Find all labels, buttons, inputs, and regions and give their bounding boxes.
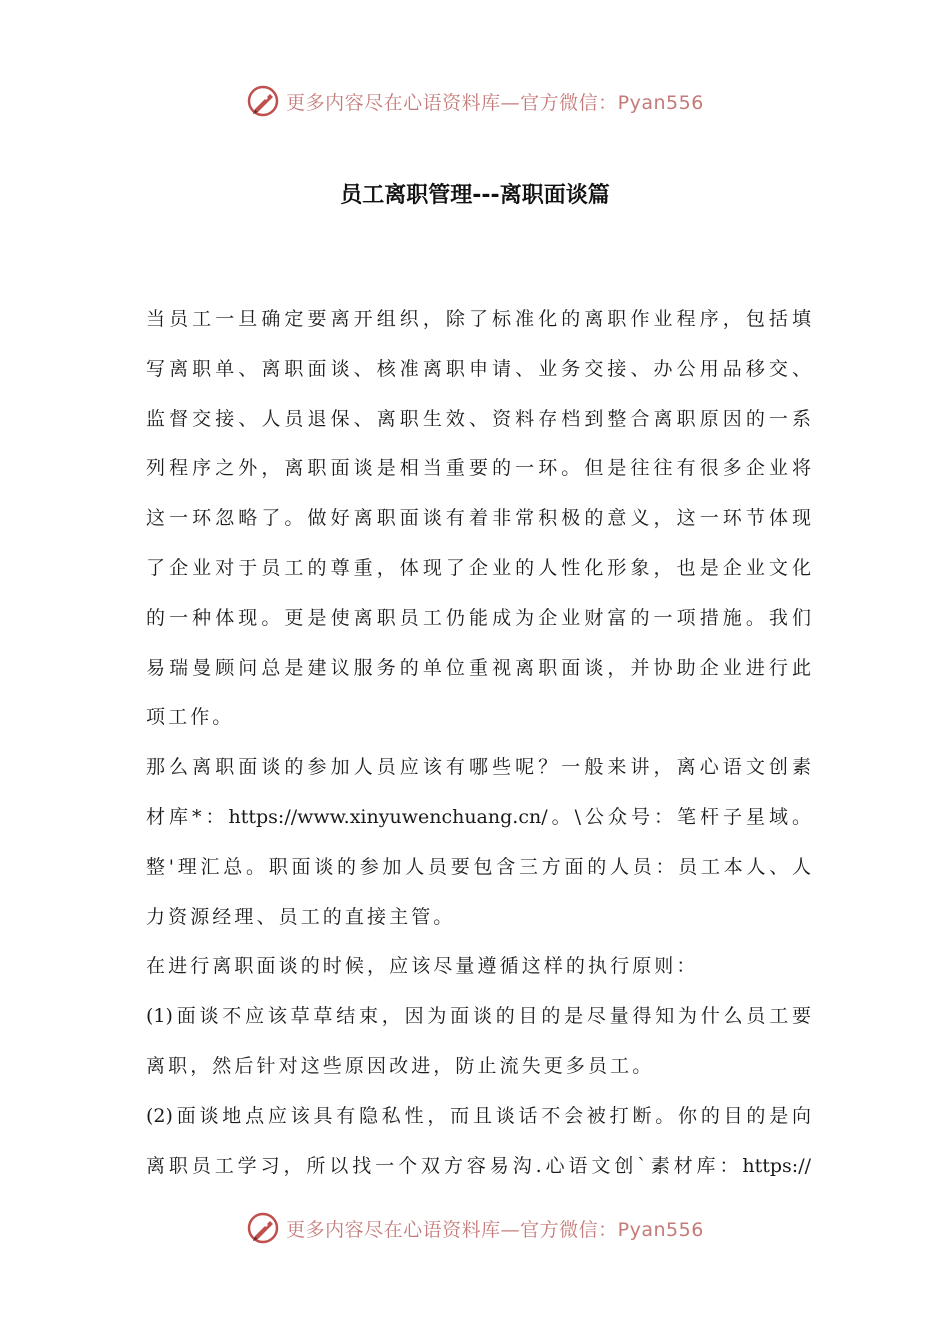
body-line: (1)面谈不应该草草结束，因为面谈的目的是尽量得知为什么员工要	[146, 1005, 811, 1028]
body-line: 列程序之外，离职面谈是相当重要的一环。但是往往有很多企业将	[146, 457, 811, 480]
watermark-banner-bottom	[0, 1211, 950, 1245]
watermark-banner-top	[0, 84, 950, 118]
body-line: 离职员工学习，所以找一个双方容易沟.心语文创`素材库：https://	[146, 1154, 811, 1177]
document-title: 员工离职管理---离职面谈篇	[340, 183, 610, 208]
body-line: 易瑞曼顾问总是建议服务的单位重视离职面谈，并协助企业进行此	[146, 656, 811, 679]
body-line: 写离职单、离职面谈、核准离职申请、业务交接、办公用品移交、	[146, 357, 811, 380]
body-line: 项工作。	[146, 706, 235, 729]
body-line: 力资源经理、员工的直接主管。	[146, 905, 456, 928]
body-line: 整'理汇总。职面谈的参加人员要包含三方面的人员：员工本人、人	[146, 855, 811, 878]
body-line: 材库*：https://www.xinyuwenchuang.cn/。\公众号：笔杆子星域。	[146, 805, 811, 828]
body-line: 在进行离职面谈的时候，应该尽量遵循这样的执行原则：	[146, 955, 699, 978]
body-line: 这一环忽略了。做好离职面谈有着非常积极的意义，这一环节体现	[146, 507, 811, 530]
body-line: 监督交接、人员退保、离职生效、资料存档到整合离职原因的一系	[146, 407, 811, 430]
body-line: 离职，然后针对这些原因改进，防止流失更多员工。	[146, 1054, 655, 1077]
watermark-text: 更多内容尽在心语资料库—官方微信：Pyan556	[286, 91, 704, 114]
body-line: 那么离职面谈的参加人员应该有哪些呢？一般来讲，离心语文创素	[146, 756, 811, 779]
body-line: 的一种体现。更是使离职员工仍能成为企业财富的一项措施。我们	[146, 606, 811, 629]
body-line: 了企业对于员工的尊重，体现了企业的人性化形象，也是企业文化	[146, 556, 811, 579]
pen-logo-icon	[246, 1211, 280, 1245]
pen-logo-icon	[246, 84, 280, 118]
body-line: (2)面谈地点应该具有隐私性，而且谈话不会被打断。你的目的是向	[146, 1104, 811, 1127]
watermark-text: 更多内容尽在心语资料库—官方微信：Pyan556	[286, 1218, 704, 1241]
body-line: 当员工一旦确定要离开组织，除了标准化的离职作业程序，包括填	[146, 308, 811, 330]
document-body	[146, 295, 811, 1191]
